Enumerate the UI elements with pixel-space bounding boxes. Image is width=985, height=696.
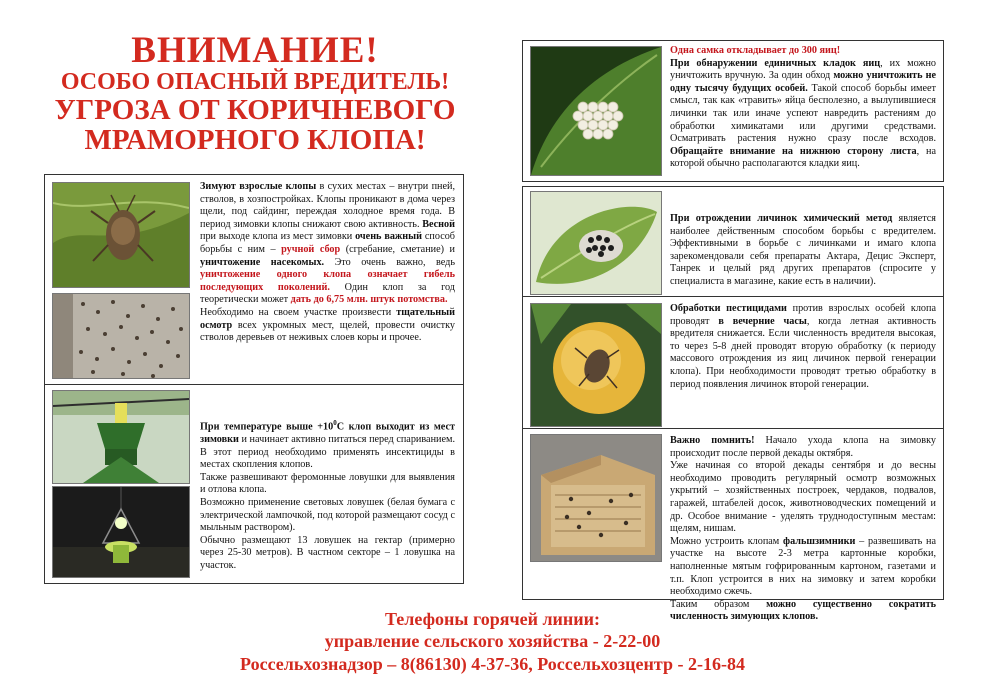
right-section-remember-text xyxy=(670,435,936,624)
text-chemical-method: При отрождении личинок химический метод xyxy=(670,213,893,224)
photo-bug-on-leaf xyxy=(52,182,190,288)
right-section-eggs xyxy=(522,40,944,182)
text-way: способ борьбы с ним – xyxy=(200,231,455,255)
text-important: Это очень важно, ведь xyxy=(324,256,456,268)
text-pesticides-desc: , когда летная активность вредителя снижается. Если численность вредителя высокая, то через 5-8 дней проводят вторую обработку (к периоду массового отрождения из яиц личинок первой генерации клопа). При необходимости проводят третью обработку в период появления личинок второй генерации. xyxy=(670,315,936,390)
right-section-larvae xyxy=(522,186,944,298)
headline-threat: УГРОЗА ОТ КОРИЧНЕВОГО xyxy=(54,94,456,126)
text-clutches-location: , на которой обычно располагаются кладки яиц. xyxy=(670,145,936,170)
text-eggs-method: Такой способ борьбы имеет смысл, так как «травить» яйца бесполезно, а вылупившиеся личинки так или иначе успеют навредить растениям до обработки химикатами или другими средствами. Осматривать растения нужно сразу после всходов. xyxy=(670,82,937,145)
text-thorough-inspection: тщательный осмотр xyxy=(200,306,455,331)
text-pesticide-treatments: Обработки пестицидами xyxy=(670,303,787,314)
text-wintering-desc: в сухих местах – внутри пней, стволов, в хозпостройках. Клопы проникают в дома через щели, под сайдинг, переждая холодное время года. В период зимовки клопы снижают свою активность. xyxy=(200,181,455,230)
text-degree: 0 xyxy=(333,419,337,427)
text-sweeping: (сгребание, сметание) и xyxy=(340,243,455,255)
hotline-rosselkhoznadzor: Россельхознадзор – 8(86130) 4-37-36, Россельхозцентр - 2-16-84 xyxy=(240,654,745,674)
photo-bug-on-fruit xyxy=(530,303,662,427)
text-traps-per-hectare: Обычно размещают 13 ловушек на гектар (примерно через 25-30 метров). В частном секторе – 1 ловушка на участок. xyxy=(200,534,455,571)
right-section-pesticides xyxy=(522,296,944,430)
text-thus: Таким образом xyxy=(670,598,767,610)
text-false-winterings: фальшзимники xyxy=(783,535,856,547)
right-section-larvae-text xyxy=(670,213,936,289)
text-cardboard-boxes: – развешивать на участке на высоте 2-3 метра картонные коробки, наполненные мятым гофрированным картоном, газетами и т.п. Клоп устроится в них на зимовку и затем коробки необходимо сжечь. xyxy=(670,535,936,598)
text-destroy-manually: , их можно уничтожить вручную. За один обход xyxy=(670,57,936,82)
text-destroy-insects: уничтожение насекомых. xyxy=(200,256,325,268)
right-section-eggs-text xyxy=(670,45,936,171)
text-offspring-count: дать до 6,75 млн. штук потомства. xyxy=(290,294,448,306)
photo-egg-cluster xyxy=(530,46,662,176)
text-can-arrange: Можно устроить клопам xyxy=(670,535,784,547)
text-inspect-need: Необходимо на своем участке произвести xyxy=(200,306,397,318)
text-one-bug-destroyed: уничтожение одного клопа означает гибель последующих поколений. xyxy=(200,269,455,293)
text-single-clutches: При обнаружении единичных кладок яиц xyxy=(670,57,881,69)
hotline-title: Телефоны горячей линии: xyxy=(384,609,601,629)
photo-hatched-larvae xyxy=(530,191,662,295)
photo-bug-swarm xyxy=(52,293,190,379)
text-one-bug-year: Один клоп за год теоретически может xyxy=(200,281,455,306)
text-spring-desc: при выходе клопа из мест зимовки xyxy=(200,231,356,243)
text-wintering-adults: Зимуют взрослые клопы xyxy=(200,181,317,192)
left-section-traps xyxy=(44,384,464,584)
photo-pheromone-trap xyxy=(52,390,190,484)
text-underside-leaf: Обращайте внимание на нижнюю сторону листа xyxy=(670,145,917,157)
text-pheromone-traps: Также развешивают феромонные ловушки для выявления и отлова клопа. xyxy=(200,471,455,496)
text-reduce-population: можно существенно сократить численность зимующих клопов. xyxy=(670,598,936,623)
text-regular-inspection: Уже начиная со второй декады сентября и до весны необходимо проводить регулярный осмотр возможных укрытий – хозяйственных построек, чердаков, подвалов, гаражей, штабелей досок, животноводческих помещений и др. Особое внимание - уделять труднодоступным местам: щелям, нишам. xyxy=(670,460,936,535)
text-important-remember: Важно помнить! xyxy=(670,435,755,446)
headline-dangerous-pest: ОСОБО ОПАСНЫЙ ВРЕДИТЕЛЬ! xyxy=(60,69,450,95)
text-larvae-desc: является наиболее действенным способом борьбы с вредителем. Эффективными в борьбе с личинками и имаго клопа зарекомендовали себя препараты Актара, Децис Эксперт, Танрек и целый ряд других препаратов (спросите у специалиста в магазине, какие есть в наличии). xyxy=(670,213,936,287)
text-exit-wintering: С клоп выходит из мест зимовки xyxy=(200,421,455,445)
right-section-pesticides-text xyxy=(670,303,936,391)
text-spring: Весной xyxy=(422,218,455,230)
text-female-eggs: Одна самка откладывает до 300 яиц! xyxy=(670,45,841,56)
text-temperature: При температуре выше +10 xyxy=(200,421,334,433)
text-light-traps: Возможно применение световых ловушек (белая бумага с электрической лампочкой, под которой размещают сосуд с мыльным раствором). xyxy=(200,496,455,534)
left-section-wintering xyxy=(44,174,464,386)
left-section-traps-text xyxy=(200,417,455,573)
right-section-remember xyxy=(522,428,944,623)
text-very-important: очень важный xyxy=(355,231,422,243)
text-inspect-desc: всех укромных мест, щелей, провести очистку стволов деревьев от неживых слоев коры и прочее. xyxy=(200,319,455,344)
hotline-agriculture: управление сельского хозяйства - 2-22-00 xyxy=(324,631,661,651)
text-manual-collection: ручной сбор xyxy=(281,243,341,255)
photo-cardboard-box xyxy=(530,434,662,562)
text-against-adults: против взрослых особей клопа проводят xyxy=(670,303,936,327)
headline-stink-bug: МРАМОРНОГО КЛОПА! xyxy=(84,124,426,156)
text-evening-hours: в вечерние часы xyxy=(718,315,807,327)
text-feeding: и начинает активно питаться перед спариванием. В этот период необходимо применять инсектициды в местах скопления клопов. xyxy=(200,433,455,471)
photo-light-trap xyxy=(52,486,190,578)
text-wintering-start: Начало ухода клопа на зимовку происходит после первой декады октября. xyxy=(670,435,936,459)
text-thousand-individuals: можно уничтожить не одну тысячу будущих особей. xyxy=(670,70,936,94)
left-section-wintering-text xyxy=(200,181,455,345)
headline-attention: ВНИМАНИЕ! xyxy=(131,30,379,71)
